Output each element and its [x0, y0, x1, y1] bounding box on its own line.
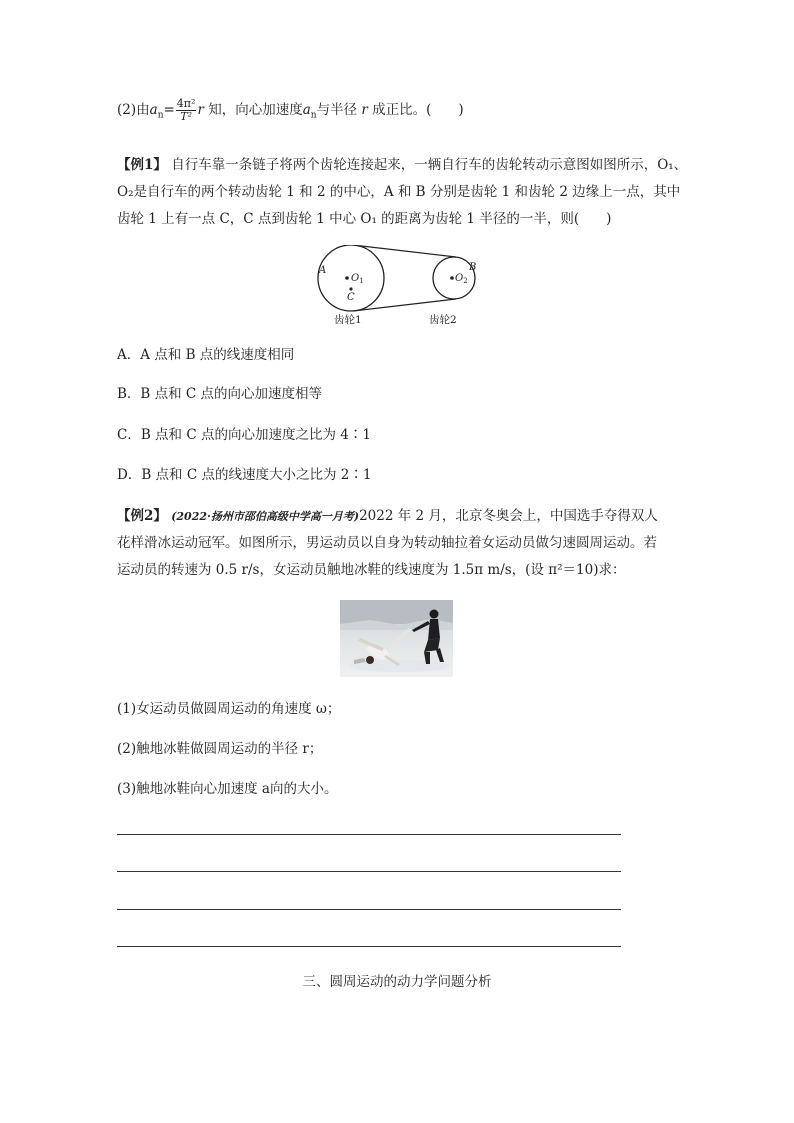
caption-gear2: 齿轮2	[429, 314, 457, 326]
example1-line1	[117, 155, 687, 175]
gear-diagram	[305, 245, 495, 327]
example1-tag: 【例1】	[117, 157, 167, 173]
chain-bottom	[353, 299, 456, 311]
equals-sign: =	[163, 102, 175, 118]
example1-line3	[117, 209, 611, 229]
fraction	[176, 98, 197, 123]
option-c: C．B 点和 C 点的向心加速度之比为 4∶1	[117, 427, 371, 443]
statement-tail: 成正比。( )	[372, 102, 464, 118]
example1-text-2: O₂是自行车的两个转动齿轮 1 和 2 的中心，A 和 B 分别是齿轮 1 和齿轮 2 边缘上一点，其中	[117, 184, 681, 200]
radius-symbol-2: r	[361, 102, 368, 118]
c-dot	[349, 287, 352, 290]
label-B: B	[469, 262, 477, 273]
example2-text-3: 运动员的转速为 0.5 r/s，女运动员触地冰鞋的线速度为 1.5π m/s，(设 π²＝10)求：	[117, 562, 626, 578]
an-subscript: n	[157, 110, 164, 121]
answer-line-4	[117, 946, 621, 947]
fraction-numerator: 4π²	[176, 97, 196, 110]
example2-text-2: 花样滑冰运动冠军。如图所示，男运动员以自身为转动轴拉着女运动员做匀速圆周运动。若	[117, 535, 657, 551]
example1-text-1: 自行车靠一条链子将两个齿轮连接起来，一辆自行车的齿轮转动示意图如图所示，O₁、	[171, 157, 688, 173]
label-A: A	[319, 265, 327, 276]
figure-skating-photo	[340, 600, 453, 677]
fraction-denominator: T²	[180, 110, 192, 123]
label-O1: $O_1$	[351, 273, 364, 285]
with-radius-text: 与半径	[316, 102, 358, 118]
o1-dot	[345, 276, 349, 280]
option-d: D．B 点和 C 点的线速度大小之比为 2∶1	[117, 467, 372, 483]
answer-line-3	[117, 909, 621, 910]
section-heading: 三、圆周运动的动力学问题分析	[302, 974, 492, 990]
example2-line2	[117, 533, 657, 553]
example2-line1	[117, 506, 658, 527]
o2-dot	[450, 276, 454, 280]
statement-prefix: (2)由	[117, 102, 150, 118]
example2-text-1: 2022 年 2 月，北京冬奥会上，中国选手夺得双人	[359, 508, 658, 524]
answer-line-2	[117, 871, 621, 872]
option-b: B．B 点和 C 点的向心加速度相等	[117, 386, 323, 402]
question-1: (1)女运动员做圆周运动的角速度 ω；	[117, 701, 341, 717]
example1-text-3: 齿轮 1 上有一点 C，C 点到齿轮 1 中心 O₁ 的距离为齿轮 1 半径的一半，则( )	[117, 211, 612, 227]
answer-line-1	[117, 834, 621, 835]
example2-tag: 【例2】	[117, 508, 167, 524]
example2-line3	[117, 560, 625, 580]
statement-2	[117, 98, 464, 126]
example2-source: (2022·扬州市邵伯高级中学高一月考)	[171, 510, 360, 523]
question-3: (3)触地冰鞋向心加速度 a向的大小。	[117, 781, 338, 797]
example1-line2	[117, 182, 680, 202]
an-subscript-2: n	[310, 110, 317, 121]
caption-gear1: 齿轮1	[334, 314, 362, 326]
label-C: C	[347, 292, 355, 303]
an-symbol: a	[149, 102, 158, 118]
an-symbol-2: a	[302, 102, 311, 118]
option-a: A．A 点和 B 点的线速度相同	[117, 347, 295, 363]
statement-middle: 知，向心加速度	[208, 102, 303, 118]
question-2: (2)触地冰鞋做圆周运动的半径 r；	[117, 741, 323, 757]
radius-symbol: r	[197, 102, 204, 118]
label-O2: $O_2$	[455, 273, 468, 285]
chain-top	[353, 245, 456, 257]
